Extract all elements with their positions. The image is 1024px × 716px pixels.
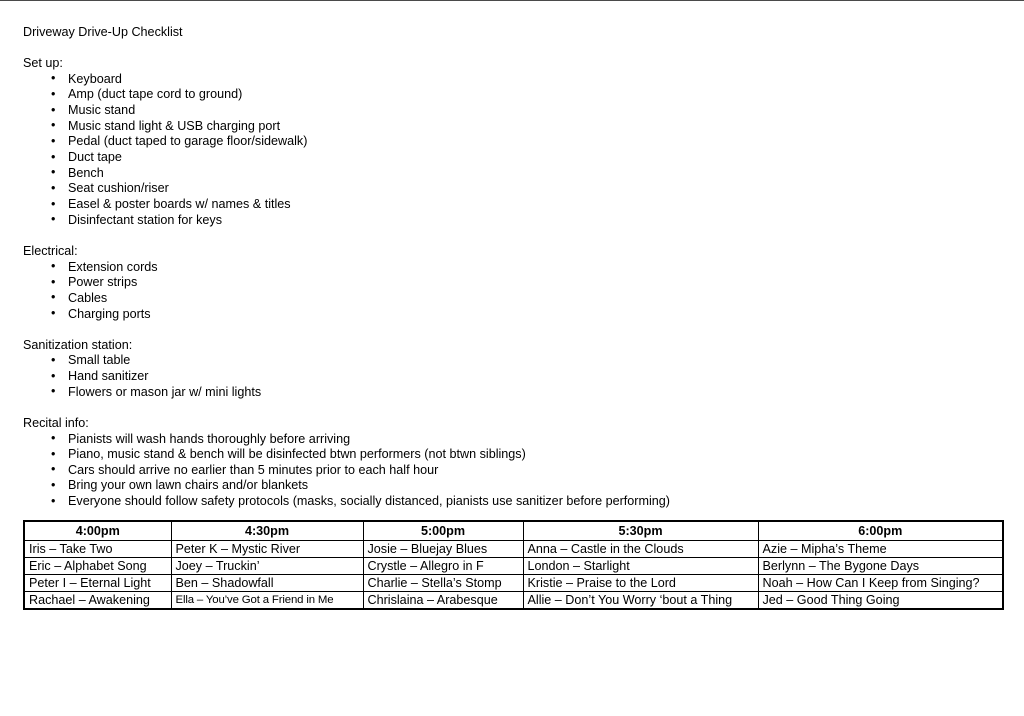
column-header-time-slot: 5:30pm: [523, 521, 758, 541]
checklist-electrical: [23, 260, 1003, 323]
list-item: • Flowers or mason jar w/ mini lights: [23, 385, 1003, 401]
list-item: • Duct tape: [23, 150, 1003, 166]
performer-cell: Josie – Bluejay Blues: [363, 541, 523, 558]
list-item: • Power strips: [23, 275, 1003, 291]
spacer: [23, 322, 1003, 338]
list-item: • Charging ports: [23, 307, 1003, 323]
spacer: [23, 41, 1003, 57]
section-heading-electrical: Electrical:: [23, 243, 78, 258]
performer-cell: Noah – How Can I Keep from Singing?: [758, 575, 1003, 592]
list-item: • Everyone should follow safety protocols (masks, socially distanced, pianists use sanitizer before performing): [23, 494, 1003, 510]
column-header-time-slot: 4:00pm: [24, 521, 171, 541]
document-body: [23, 25, 1003, 510]
performer-cell: Crystle – Allegro in F: [363, 558, 523, 575]
list-item: • Pedal (duct taped to garage floor/sidewalk): [23, 134, 1003, 150]
list-item: • Keyboard: [23, 72, 1003, 88]
checklist-recital-info: [23, 432, 1003, 510]
column-header-time-slot: 6:00pm: [758, 521, 1003, 541]
list-item: • Seat cushion/riser: [23, 181, 1003, 197]
list-item: • Pianists will wash hands thoroughly before arriving: [23, 432, 1003, 448]
page-title: Driveway Drive-Up Checklist: [23, 25, 183, 39]
schedule-table: [23, 520, 1004, 610]
list-item: • Cables: [23, 291, 1003, 307]
performer-cell: Anna – Castle in the Clouds: [523, 541, 758, 558]
list-item: • Small table: [23, 353, 1003, 369]
list-item: • Amp (duct tape cord to ground): [23, 87, 1003, 103]
table-row: [24, 592, 1003, 610]
list-item: • Bring your own lawn chairs and/or blankets: [23, 478, 1003, 494]
list-item: • Music stand: [23, 103, 1003, 119]
section-heading-recital-info: Recital info:: [23, 415, 89, 430]
performer-cell: Ben – Shadowfall: [171, 575, 363, 592]
performer-cell: Berlynn – The Bygone Days: [758, 558, 1003, 575]
performer-cell: Kristie – Praise to the Lord: [523, 575, 758, 592]
performer-cell: Chrislaina – Arabesque: [363, 592, 523, 610]
performer-cell: London – Starlight: [523, 558, 758, 575]
table-row: [24, 541, 1003, 558]
table-row: [24, 575, 1003, 592]
performer-cell: Allie – Don’t You Worry ‘bout a Thing: [523, 592, 758, 610]
list-item: • Cars should arrive no earlier than 5 minutes prior to each half hour: [23, 463, 1003, 479]
table-header-row: [24, 521, 1003, 541]
performer-cell: Peter K – Mystic River: [171, 541, 363, 558]
performer-cell: Iris – Take Two: [24, 541, 171, 558]
list-item: • Extension cords: [23, 260, 1003, 276]
checklist-set-up: [23, 72, 1003, 229]
performer-cell: Joey – Truckin’: [171, 558, 363, 575]
recital-schedule: [23, 520, 1002, 610]
list-item: • Music stand light & USB charging port: [23, 119, 1003, 135]
performer-cell: Ella – You’ve Got a Friend in Me: [171, 592, 363, 610]
performer-cell: Rachael – Awakening: [24, 592, 171, 610]
performer-cell: Azie – Mipha’s Theme: [758, 541, 1003, 558]
spacer: [23, 228, 1003, 244]
section-heading-set-up: Set up:: [23, 56, 63, 71]
performer-cell: Eric – Alphabet Song: [24, 558, 171, 575]
table-row: [24, 558, 1003, 575]
list-item: • Easel & poster boards w/ names & titles: [23, 197, 1003, 213]
column-header-time-slot: 4:30pm: [171, 521, 363, 541]
performer-cell: Charlie – Stella’s Stomp: [363, 575, 523, 592]
column-header-time-slot: 5:00pm: [363, 521, 523, 541]
performer-cell: Peter I – Eternal Light: [24, 575, 171, 592]
section-heading-sanitization-station: Sanitization station:: [23, 337, 133, 352]
list-item: • Bench: [23, 166, 1003, 182]
checklist-sanitization-station: [23, 353, 1003, 400]
spacer: [23, 400, 1003, 416]
list-item: • Hand sanitizer: [23, 369, 1003, 385]
list-item: • Disinfectant station for keys: [23, 213, 1003, 229]
performer-cell: Jed – Good Thing Going: [758, 592, 1003, 610]
list-item: • Piano, music stand & bench will be disinfected btwn performers (not btwn siblings): [23, 447, 1003, 463]
